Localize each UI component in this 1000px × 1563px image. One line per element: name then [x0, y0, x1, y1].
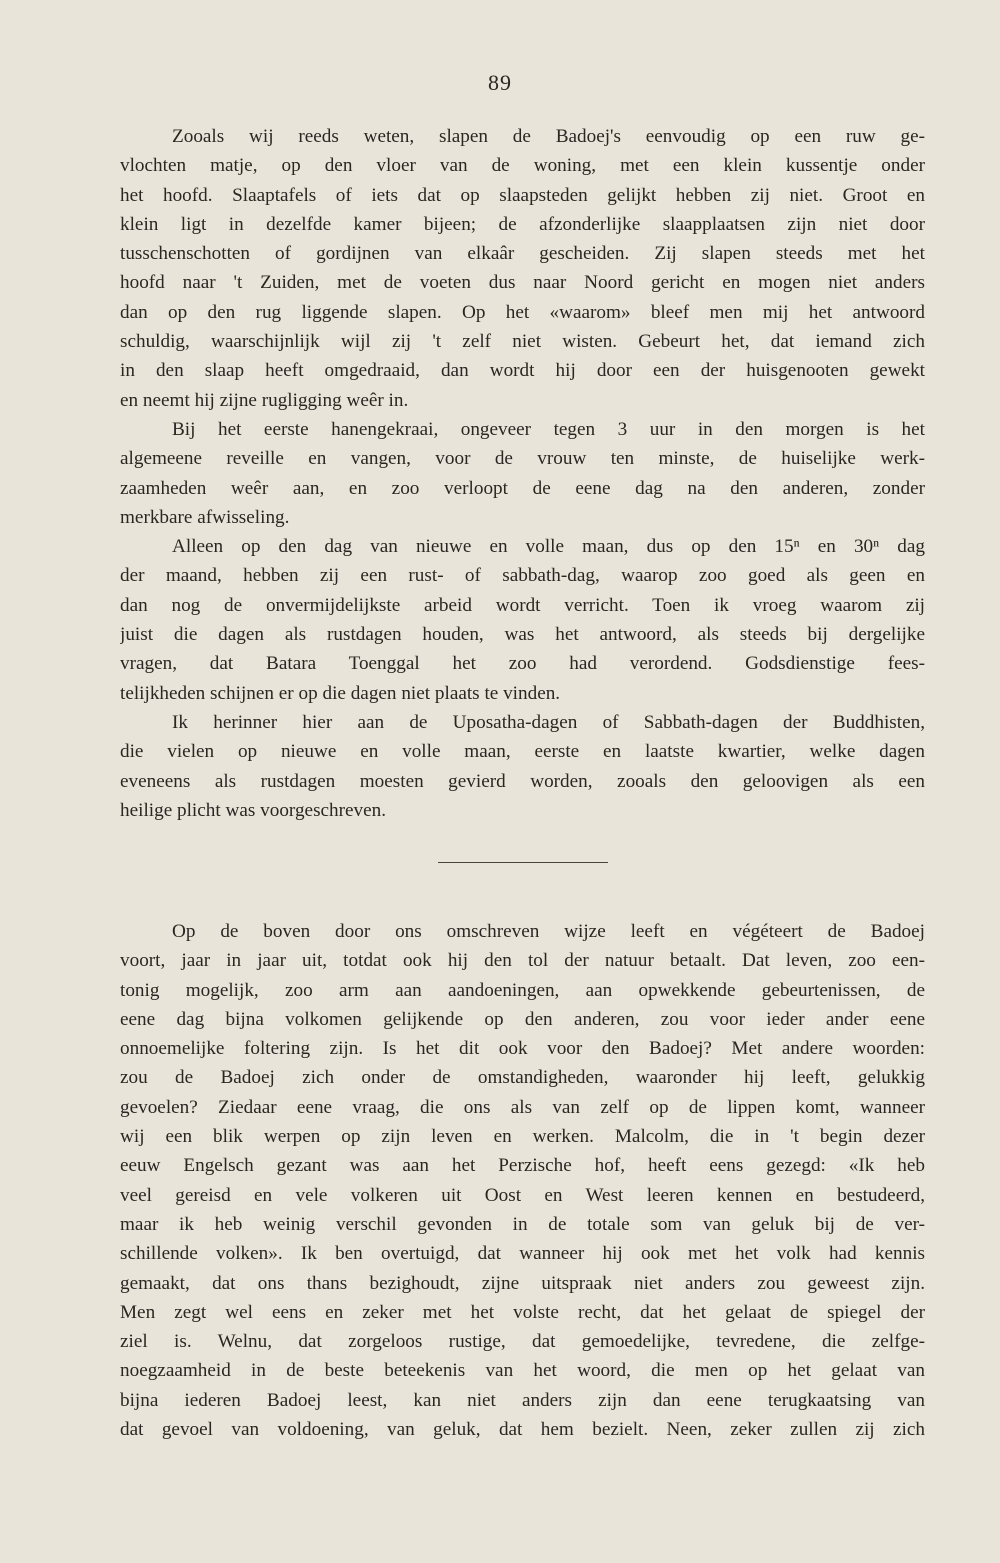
text-line: Zooals wij reeds weten, slapen de Badoej's eenvoudig op een ruw ge- — [172, 126, 925, 147]
text-line: eene dag bijna volkomen gelijkende op den anderen, zou voor ieder ander eene — [120, 1008, 925, 1030]
page-number: 89 — [488, 70, 512, 95]
text-line: dan nog de onvermijdelijkste arbeid wordt verricht. Toen ik vroeg waarom zij — [120, 594, 925, 616]
text-line: telijkheden schijnen er op die dagen niet plaats te vinden. — [120, 682, 561, 704]
text-line: veel gereisd en vele volkeren uit Oost en West leeren kennen en bestudeerd, — [120, 1184, 925, 1206]
text-line: gevoelen? Ziedaar eene vraag, die ons als van zelf op de lippen komt, wanneer — [120, 1096, 925, 1118]
text-line: vlochten matje, op den vloer van de woning, met een klein kussentje onder — [120, 155, 925, 177]
text-line: hoofd naar 't Zuiden, met de voeten dus naar Noord gericht en mogen niet anders — [120, 272, 925, 294]
text-line: zaamheden weêr aan, en zoo verloopt de eene dag na den anderen, zonder — [120, 477, 925, 499]
text-line: vragen, dat Batara Toenggal het zoo had verordend. Godsdienstige fees- — [120, 653, 925, 675]
text-line: schuldig, waarschijnlijk wijl zij 't zelf niet wisten. Gebeurt het, dat iemand zich — [120, 331, 925, 353]
text-line: dan op den rug liggende slapen. Op het «waarom» bleef men mij het antwoord — [120, 301, 925, 323]
text-line: Op de boven door ons omschreven wijze leeft en végéteert de Badoej — [172, 921, 925, 942]
text-line: juist die dagen als rustdagen houden, was het antwoord, als steeds bij dergelijke — [120, 624, 925, 646]
text-line: in den slaap heeft omgedraaid, dan wordt hij door een der huisgenooten gewekt — [120, 360, 925, 382]
text-line: merkbare afwisseling. — [120, 506, 290, 528]
text-line: Alleen op den dag van nieuwe en volle maan, dus op den 15ⁿ en 30ⁿ dag — [172, 536, 925, 558]
text-line: tonig mogelijk, zoo arm aan aandoeningen, aan opwekkende gebeurtenissen, de — [120, 979, 925, 1001]
text-line: klein ligt in dezelfde kamer bijeen; de afzonderlijke slaapplaatsen zijn niet door — [120, 213, 925, 235]
text-line: eeuw Engelsch gezant was aan het Perzische hof, heeft eens gezegd: «Ik heb — [120, 1155, 925, 1177]
text-line: algemeene reveille en vangen, voor de vrouw ten minste, de huiselijke werk- — [120, 448, 925, 470]
text-line: bijna iederen Badoej leest, kan niet anders zijn dan eene terugkaatsing van — [120, 1389, 925, 1411]
text-line: heilige plicht was voorgeschreven. — [120, 799, 387, 821]
text-line: en neemt hij zijne rugligging weêr in. — [120, 389, 409, 411]
text-line: onnoemelijke foltering zijn. Is het dit ook voor den Badoej? Met andere woorden: — [120, 1038, 925, 1060]
text-line: Bij het eerste hanengekraai, ongeveer tegen 3 uur in den morgen is het — [172, 418, 925, 440]
text-line: voort, jaar in jaar uit, totdat ook hij den tol der natuur betaalt. Dat leven, zoo een- — [120, 950, 925, 972]
text-line: noegzaamheid in de beste beteekenis van het woord, die men op het gelaat van — [120, 1360, 925, 1382]
text-line: schillende volken». Ik ben overtuigd, dat wanneer hij ook met het volk had kennis — [120, 1243, 925, 1265]
text-line: maar ik heb weinig verschil gevonden in de totale som van geluk bij de ver- — [120, 1213, 925, 1235]
text-line: zou de Badoej zich onder de omstandigheden, waaronder hij leeft, gelukkig — [120, 1067, 925, 1089]
text-block-2 — [120, 917, 925, 1444]
text-line: wij een blik werpen op zijn leven en werken. Malcolm, die in 't begin dezer — [120, 1126, 925, 1148]
text-line: ziel is. Welnu, dat zorgeloos rustige, dat gemoedelijke, tevredene, die zelfge- — [120, 1331, 925, 1353]
text-line: het hoofd. Slaaptafels of iets dat op slaapsteden gelijkt hebben zij niet. Groot en — [120, 184, 925, 206]
text-line: eveneens als rustdagen moesten gevierd worden, zooals den geloovigen als een — [120, 770, 925, 792]
section-divider — [438, 862, 608, 863]
text-line: der maand, hebben zij een rust- of sabbath-dag, waarop zoo goed als geen en — [120, 565, 925, 587]
text-line: tusschenschotten of gordijnen van elkaâr gescheiden. Zij slapen steeds met het — [120, 243, 925, 265]
text-line: dat gevoel van voldoening, van geluk, dat hem bezielt. Neen, zeker zullen zij zich — [120, 1419, 925, 1441]
text-line: Men zegt wel eens en zeker met het volste recht, dat het gelaat de spiegel der — [120, 1301, 925, 1323]
text-block-1 — [120, 122, 925, 825]
text-line: die vielen op nieuwe en volle maan, eerste en laatste kwartier, welke dagen — [120, 741, 925, 763]
text-line: gemaakt, dat ons thans bezighoudt, zijne uitspraak niet anders zou geweest zijn. — [120, 1272, 925, 1294]
text-line: Ik herinner hier aan de Uposatha-dagen of Sabbath-dagen der Buddhisten, — [172, 711, 925, 733]
